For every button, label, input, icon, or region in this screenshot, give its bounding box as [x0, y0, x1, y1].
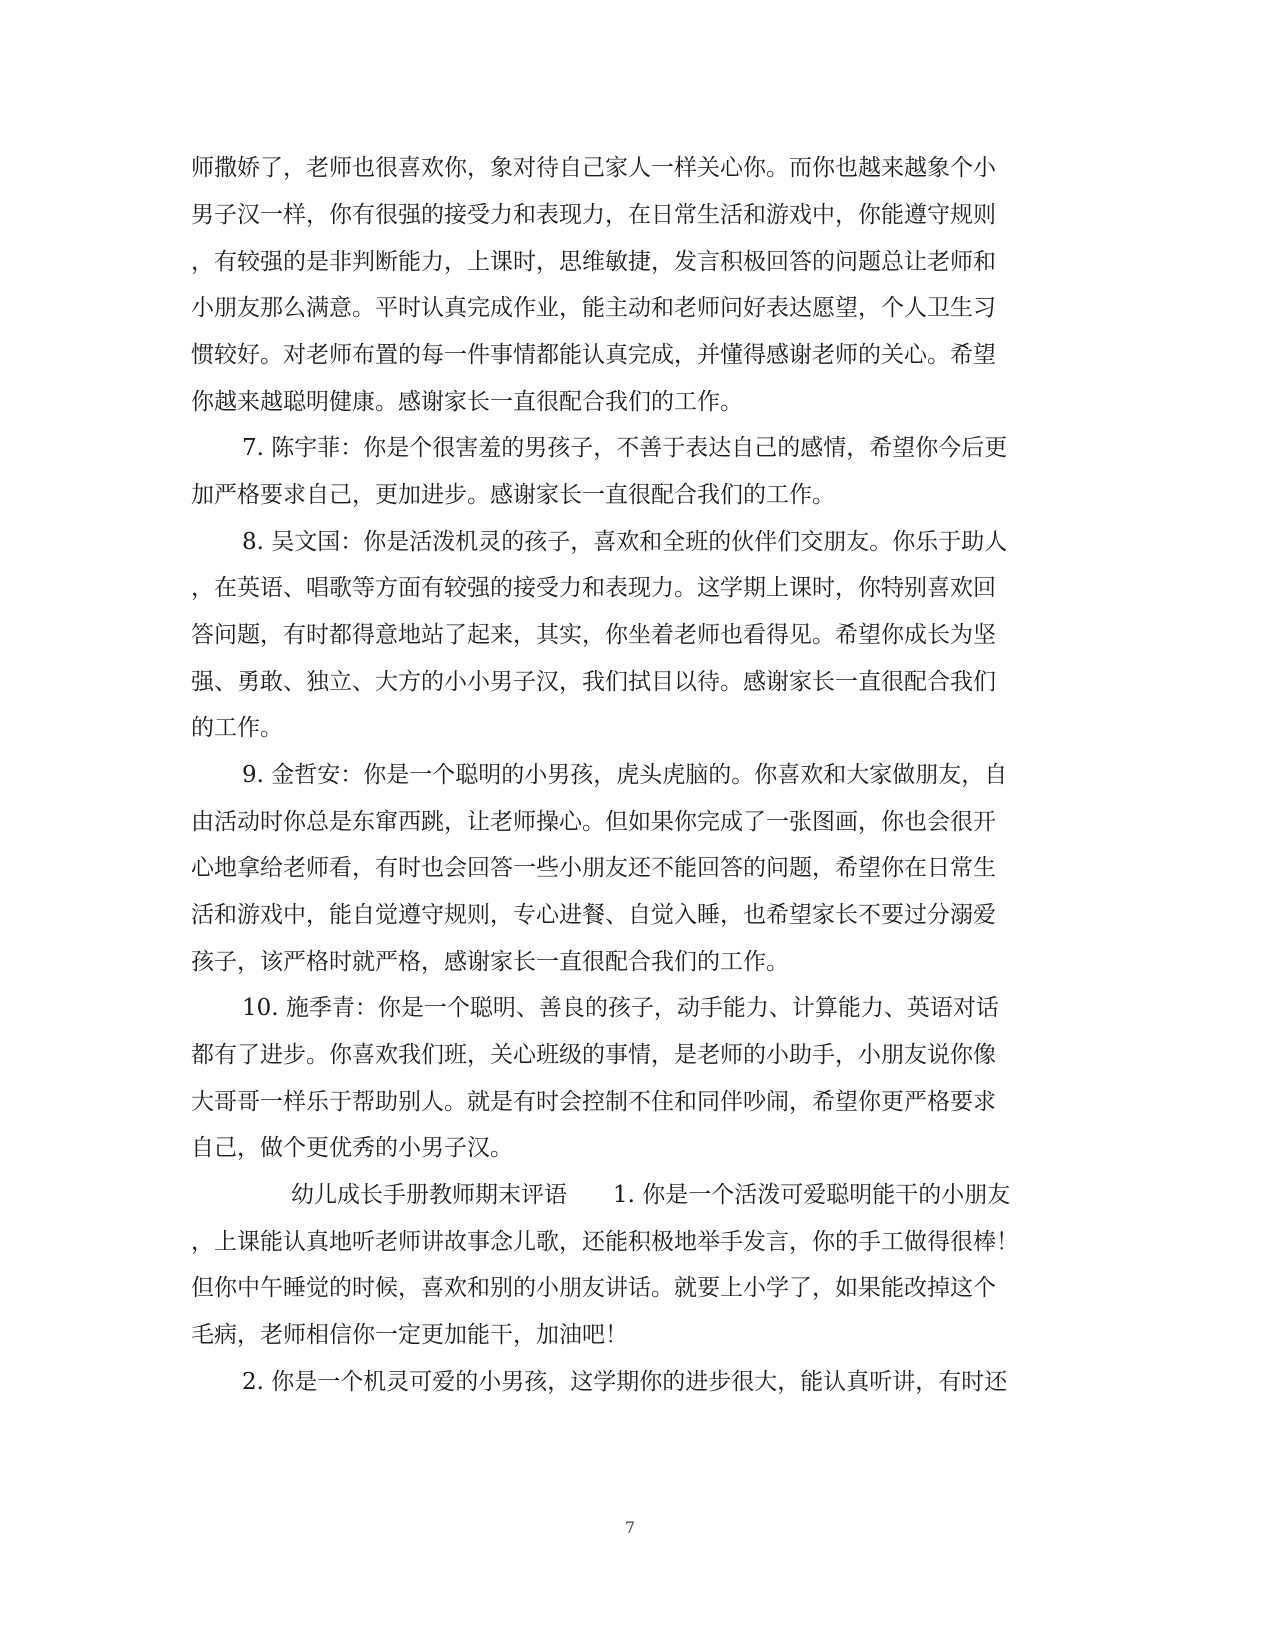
text-line: 的工作。 — [191, 715, 283, 741]
text-line: 加严格要求自己，更加进步。感谢家长一直很配合我们的工作。 — [191, 482, 835, 508]
text-line: 强、勇敢、独立、大方的小小男子汉，我们拭目以待。感谢家长一直很配合我们 — [191, 669, 996, 695]
text-line: 但你中午睡觉的时候，喜欢和别的小朋友讲话。就要上小学了，如果能改掉这个 — [191, 1275, 996, 1301]
text-line: 大哥哥一样乐于帮助别人。就是有时会控制不住和同伴吵闹，希望你更严格要求 — [191, 1089, 996, 1115]
paragraph-item-8: 8. 吴文国：你是活泼机灵的孩子，喜欢和全班的伙伴们交朋友。你乐于助人 — [242, 529, 1008, 555]
page-number: 7 — [624, 1518, 636, 1537]
text-line: 师撒娇了，老师也很喜欢你，象对待自己家人一样关心你。而你也越来越象个小 — [191, 155, 996, 181]
paragraph-item-7: 7. 陈宇菲：你是个很害羞的男孩子，不善于表达自己的感情，希望你今后更 — [242, 435, 1008, 461]
text-line: 活和游戏中，能自觉遵守规则，专心进餐、自觉入睡，也希望家长不要过分溺爱 — [191, 902, 996, 928]
text-line: 毛病，老师相信你一定更加能干，加油吧！ — [191, 1322, 628, 1348]
text-line: ，有较强的是非判断能力，上课时，思维敏捷，发言积极回答的问题总让老师和 — [191, 249, 996, 275]
text-line: 惯较好。对老师布置的每一件事情都能认真完成，并懂得感谢老师的关心。希望 — [191, 342, 996, 368]
text-line: 答问题，有时都得意地站了起来，其实，你坐着老师也看得见。希望你成长为坚 — [191, 622, 996, 648]
paragraph-item-10: 10. 施季青：你是一个聪明、善良的孩子，动手能力、计算能力、英语对话 — [242, 995, 999, 1021]
text-line: ，上课能认真地听老师讲故事念儿歌，还能积极地举手发言，你的手工做得很棒！ — [191, 1229, 1019, 1255]
text-line: 自己，做个更优秀的小男子汉。 — [191, 1135, 513, 1161]
section-heading-line: 幼儿成长手册教师期末评语 1. 你是一个活泼可爱聪明能干的小朋友 — [291, 1182, 1011, 1208]
text-line: 你越来越聪明健康。感谢家长一直很配合我们的工作。 — [191, 389, 743, 415]
text-line: 心地拿给老师看，有时也会回答一些小朋友还不能回答的问题，希望你在日常生 — [191, 855, 996, 881]
text-line: 都有了进步。你喜欢我们班，关心班级的事情，是老师的小助手，小朋友说你像 — [191, 1042, 996, 1068]
text-line: 由活动时你总是东窜西跳，让老师操心。但如果你完成了一张图画，你也会很开 — [191, 809, 996, 835]
text-line: 小朋友那么满意。平时认真完成作业，能主动和老师问好表达愿望，个人卫生习 — [191, 295, 996, 321]
text-line: 孩子，该严格时就严格，感谢家长一直很配合我们的工作。 — [191, 949, 789, 975]
text-line: ，在英语、唱歌等方面有较强的接受力和表现力。这学期上课时，你特别喜欢回 — [191, 575, 996, 601]
paragraph-item-2: 2. 你是一个机灵可爱的小男孩，这学期你的进步很大，能认真听讲，有时还 — [242, 1369, 1008, 1395]
paragraph-item-9: 9. 金哲安：你是一个聪明的小男孩，虎头虎脑的。你喜欢和大家做朋友，自 — [242, 762, 1008, 788]
text-line: 男子汉一样，你有很强的接受力和表现力，在日常生活和游戏中，你能遵守规则 — [191, 202, 996, 228]
